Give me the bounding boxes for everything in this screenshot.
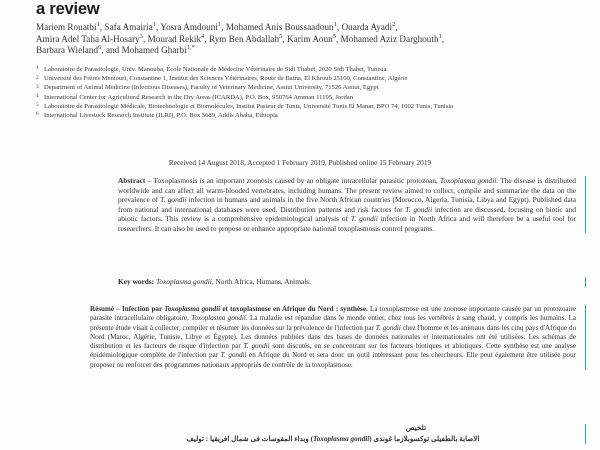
affiliation-number: 1: [36, 65, 39, 72]
resume-title-part: et toxoplasmose en Afrique du Nord : synthèse.: [220, 305, 368, 313]
author-affil-marker: 1: [333, 20, 337, 28]
author-affil-marker: 1,*: [186, 44, 195, 52]
keywords-label: Key words:: [118, 277, 155, 286]
author-affil-marker: 1: [217, 20, 222, 28]
species-name: Toxoplasma gondii: [155, 277, 212, 286]
affiliation-number: 2: [36, 74, 39, 81]
author-affil-marker: 1: [96, 20, 100, 28]
author-name: Safa Amairia: [104, 22, 153, 32]
author-name: Karim Aoun: [287, 33, 333, 44]
author-sep: ,: [336, 22, 342, 32]
author-sep: ,: [204, 33, 209, 44]
author-name: Mariem Rouatbi: [36, 22, 97, 32]
arabic-part: ) وبداء المقوسات فى شمال افريقيا : توليف: [186, 434, 314, 443]
affiliation-item: [36, 103, 566, 112]
species-name: Toxoplasma gondii: [440, 176, 497, 185]
author-name: Mohamed Aziz Darghouth: [340, 33, 439, 44]
author-sep: ,: [99, 22, 105, 32]
page-title: a review: [36, 0, 100, 18]
species-name: T. gondii: [405, 204, 433, 214]
author-name: Rym Ben Abdallah: [208, 33, 280, 44]
species-name: T. gondii: [375, 323, 401, 332]
abstract-part: infection in North Africa and will therefore be a useful tool for researchers. It can also be used to propose or enhance appropriate national toxoplasmosis control programs.: [118, 214, 577, 233]
keywords-section: [118, 277, 586, 287]
publication-dates: Received 14 August 2018, Accepted 1 February 2019, Published online 15 February 2019: [168, 158, 432, 167]
affiliation-text: International Livestock Research Institute (ILRI), P.O. Box 5689, Addis Ababa, Ethiopia: [44, 111, 278, 119]
author-affil-marker: 3: [139, 32, 143, 40]
author-line-3: [36, 45, 195, 55]
author-sep: ,: [395, 22, 398, 32]
affiliation-item: [36, 84, 566, 93]
abstract-label: Abstract: [118, 176, 146, 185]
affiliation-item: [36, 66, 566, 75]
author-name: Mohamed Gharbi: [121, 45, 187, 56]
author-name: Yosra Amdouni: [160, 22, 218, 32]
author-affil-marker: 4: [201, 32, 205, 40]
author-affil-marker: 2: [392, 20, 396, 28]
affiliation-item: [36, 75, 566, 84]
arabic-summary-section: [90, 424, 586, 444]
resume-part: sont discutés, en se concentrant sur les facteurs biotiques et abiotiques. Cette synthèse est une analyse épidémiologique complète de l'infection par: [90, 342, 576, 360]
resume-dash: –: [114, 305, 123, 313]
resume-part: chez l'homme et les animaux dans les cinq pays d'Afrique du Nord (Maroc, Algérie, Tunisie, Libye et Égypte). Les données publiées dans des bases de données nationales et internationales ont été utilisées. Les schémas de distribution et les facteurs de risque d'infection par: [90, 323, 576, 351]
affiliation-text: Department of Animal Medicine (Infectious Diseases), Faculty of Veterinary Medicine, Assiut University, 71526 Assiut, Egypt: [44, 84, 379, 92]
author-name: Mourad Rekik: [147, 33, 202, 44]
resume-part: en Afrique du Nord et sera donc un outil intéressant pour les chercheurs. Elle peut également être utilisée pour proposer ou renforcer des programmes nationaux appropriés de contrôle de la toxoplasmose.: [90, 351, 576, 369]
author-sep: ,: [335, 33, 341, 44]
affiliation-text: Université des Frères Mentouri, Constantine 1, Institut des Sciences Vétérinaires, Route de Batna, El Khroub 25100, Constantine, Algérie: [44, 75, 408, 83]
resume-section: [90, 305, 586, 370]
abstract-part: infection in humans and animals in the five North African countries (Morocco, Algeria, Tunisia, Libya and Egypt). Published data from national and international databases were used. Distribution patterns and risk factors for: [118, 195, 577, 214]
species-name: T. gondii: [220, 351, 247, 360]
abstract-part: Toxoplasmosis is an important zoonosis caused by an obligate intracellular parasitic protozoan,: [153, 176, 441, 185]
species-name: T. gondii: [350, 214, 378, 224]
affiliation-item: [36, 112, 566, 121]
abstract-part: . The disease is distributed worldwide and can affect all warm-blooded vertebrates, including humans. The present review aimed to collect, compile and summarize the data on the prevalence of: [118, 176, 576, 205]
author-name: Amira Adel Taha Al-Hosary: [36, 33, 140, 44]
affiliation-number: 3: [36, 83, 39, 90]
abstract-text: [118, 176, 576, 233]
resume-label: Résumé: [90, 305, 115, 313]
author-name: Barbara Wieland: [36, 45, 99, 56]
species-name: Toxoplasma gondii: [191, 314, 246, 323]
species-name: T. gondii: [243, 342, 270, 351]
resume-title-part: Infection par: [122, 305, 165, 313]
abstract-dash: –: [145, 176, 154, 185]
author-name: Mohamed Anis Boussaadoun: [225, 22, 334, 32]
affiliation-text: International Center for Agricultural Research in the Dry Areas (ICARDA), P.O. Box, 950764 Amman 11195, Jordan: [44, 93, 353, 101]
species-name: Toxoplasma gondii: [313, 434, 370, 443]
author-affil-marker: 5: [332, 32, 336, 40]
abstract-part: infection are discussed, focusing on biotic and abiotic factors. This review is a comprehensive epidemiological analysis of: [118, 204, 576, 224]
author-affil-marker: 6: [98, 44, 102, 52]
resume-part: La toxoplasmose est une zoonose importante causée par un protozoaire parasite intracellulaire obligatoire,: [90, 305, 577, 323]
arabic-heading: تلخيص: [406, 424, 426, 432]
author-sep: , and: [101, 45, 122, 56]
affiliation-list: [36, 66, 566, 121]
author-affil-marker: 1: [152, 20, 157, 28]
affiliation-number: 6: [36, 111, 39, 118]
author-sep: ,: [441, 33, 445, 44]
author-list: [36, 22, 564, 57]
arabic-title-line: [90, 434, 576, 444]
species-name: T. gondii: [160, 195, 187, 205]
author-sep: ,: [143, 33, 148, 44]
affiliation-item: [36, 94, 566, 103]
author-affil-marker: 1: [438, 32, 442, 40]
author-sep: ,: [282, 33, 288, 44]
author-line-1: [36, 22, 398, 32]
resume-part: . La maladie est répandue dans le monde entier, chez tous les vertébrés à sang chaud, y compris les humains. La présente étude visait à collecter, compiler et résumer les données sur la prévalence de l'infection par: [90, 314, 577, 332]
author-line-2: [36, 34, 444, 44]
species-name: Toxoplasma gondii: [164, 305, 221, 313]
author-sep: ,: [156, 22, 161, 32]
author-name: Ouarda Ayadi: [341, 22, 393, 32]
author-sep: ,: [221, 22, 226, 32]
author-affil-marker: 5: [279, 32, 283, 40]
abstract-section: [118, 176, 586, 233]
keywords-text: , North Africa, Humans, Animals.: [211, 277, 311, 286]
affiliation-text: Laboratoire de Parasitologie Médicale, Biotechnologie et Biomolécules, Institut Pasteur de Tunis, Université Tunis El Manar, BPO 74, 1002 Tunis, Tunisia: [44, 102, 454, 110]
arabic-part: الاصابة بالطفيلى توكسوبلازما غوندى (: [369, 434, 480, 443]
affiliation-text: Laboratoire de Parasitologie, Univ. Manouba, École Nationale de Médecine Vétérinaire de Sidi Thabet, 2020 Sidi Thabet, Tunisia: [44, 66, 387, 73]
affiliation-number: 4: [36, 92, 39, 99]
affiliation-number: 5: [36, 102, 39, 109]
resume-text: [90, 305, 576, 370]
